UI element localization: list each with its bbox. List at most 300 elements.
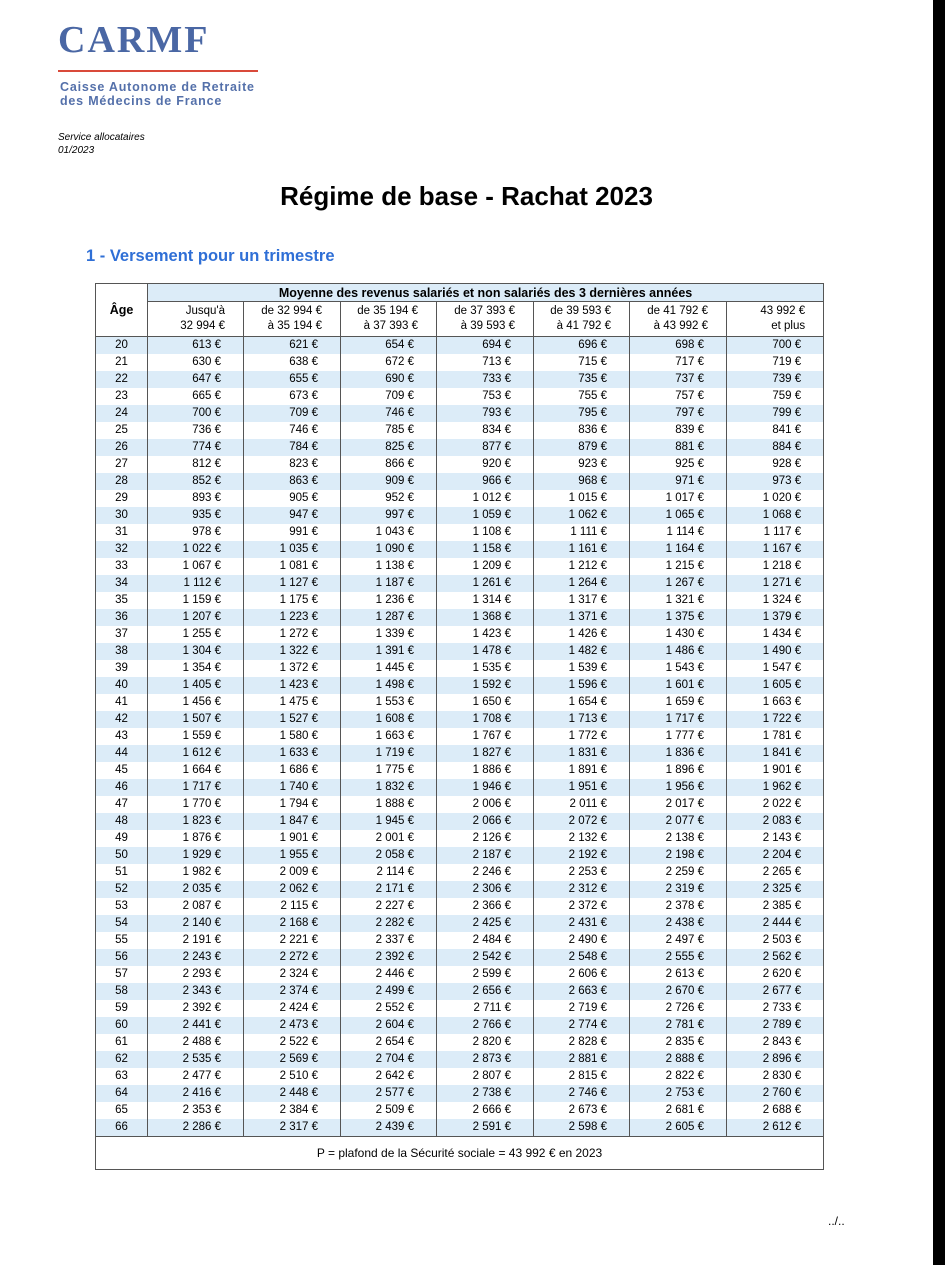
column-header-line: et plus [771,320,806,332]
amount-cell: 1 114 € [630,524,727,541]
amount-cell: 1 664 € [148,762,244,779]
amount-cell: 1 841 € [727,745,824,762]
table-row [96,1034,824,1051]
amount-cell: 1 354 € [148,660,244,677]
amount-cell: 1 955 € [244,847,341,864]
amount-cell: 2 171 € [341,881,437,898]
table-row [96,507,824,524]
table-row [96,711,824,728]
age-cell: 28 [96,473,148,490]
amount-cell: 2 446 € [341,966,437,983]
age-cell: 29 [96,490,148,507]
amount-cell: 2 374 € [244,983,341,1000]
amount-cell: 2 140 € [148,915,244,932]
column-header-line: à 35 194 € [267,320,322,332]
column-header-line: à 39 593 € [460,320,515,332]
amount-cell: 2 227 € [341,898,437,915]
amount-cell: 690 € [341,371,437,388]
amount-cell: 1 067 € [148,558,244,575]
amount-cell: 797 € [630,405,727,422]
amount-cell: 2 733 € [727,1000,824,1017]
amount-cell: 1 482 € [534,643,630,660]
column-header-line: de 39 593 € [550,305,611,317]
amount-cell: 2 384 € [244,1102,341,1119]
amount-cell: 1 945 € [341,813,437,830]
amount-cell: 2 022 € [727,796,824,813]
age-cell: 26 [96,439,148,456]
amount-cell: 1 823 € [148,813,244,830]
column-header-line: à 41 792 € [556,320,611,332]
section-heading: 1 - Versement pour un trimestre [86,247,335,265]
amount-cell: 1 794 € [244,796,341,813]
amount-cell: 2 548 € [534,949,630,966]
amount-cell: 2 542 € [437,949,534,966]
amount-cell: 1 017 € [630,490,727,507]
age-cell: 27 [96,456,148,473]
service-info [58,131,145,157]
carmf-logo [58,14,268,108]
amount-cell: 1 772 € [534,728,630,745]
amount-cell: 2 077 € [630,813,727,830]
amount-cell: 2 612 € [727,1119,824,1137]
table-row [96,728,824,745]
amount-cell: 1 068 € [727,507,824,524]
amount-cell: 2 873 € [437,1051,534,1068]
table-row [96,796,824,813]
amount-cell: 2 753 € [630,1085,727,1102]
amount-cell: 1 717 € [148,779,244,796]
amount-cell: 1 209 € [437,558,534,575]
page-edge [933,0,945,1265]
age-cell: 48 [96,813,148,830]
amount-cell: 2 642 € [341,1068,437,1085]
amount-cell: 1 876 € [148,830,244,847]
amount-cell: 2 072 € [534,813,630,830]
amount-cell: 757 € [630,388,727,405]
age-cell: 51 [96,864,148,881]
amount-cell: 1 740 € [244,779,341,796]
amount-cell: 2 293 € [148,966,244,983]
amount-cell: 1 020 € [727,490,824,507]
column-header-line: à 43 992 € [653,320,708,332]
amount-cell: 2 312 € [534,881,630,898]
amount-cell: 2 253 € [534,864,630,881]
amount-cell: 2 896 € [727,1051,824,1068]
amount-cell: 2 473 € [244,1017,341,1034]
amount-cell: 1 304 € [148,643,244,660]
age-cell: 55 [96,932,148,949]
age-cell: 32 [96,541,148,558]
table-row [96,456,824,473]
column-header [437,302,534,337]
amount-cell: 1 167 € [727,541,824,558]
amount-cell: 2 306 € [437,881,534,898]
amount-cell: 812 € [148,456,244,473]
table-row [96,830,824,847]
amount-cell: 2 009 € [244,864,341,881]
amount-cell: 2 881 € [534,1051,630,1068]
amount-cell: 799 € [727,405,824,422]
amount-cell: 737 € [630,371,727,388]
table-row [96,541,824,558]
amount-cell: 1 272 € [244,626,341,643]
amount-cell: 1 827 € [437,745,534,762]
amount-cell: 1 580 € [244,728,341,745]
amount-cell: 2 688 € [727,1102,824,1119]
amount-cell: 709 € [341,388,437,405]
amount-cell: 1 929 € [148,847,244,864]
amount-cell: 2 441 € [148,1017,244,1034]
amount-cell: 1 962 € [727,779,824,796]
table-row [96,694,824,711]
amount-cell: 621 € [244,337,341,355]
amount-cell: 2 083 € [727,813,824,830]
amount-cell: 893 € [148,490,244,507]
amount-cell: 1 062 € [534,507,630,524]
amount-cell: 1 043 € [341,524,437,541]
amount-cell: 2 606 € [534,966,630,983]
table-row [96,915,824,932]
amount-cell: 2 888 € [630,1051,727,1068]
amount-cell: 1 831 € [534,745,630,762]
amount-cell: 785 € [341,422,437,439]
amount-cell: 928 € [727,456,824,473]
amount-cell: 2 444 € [727,915,824,932]
table-row [96,762,824,779]
table-row [96,643,824,660]
age-cell: 44 [96,745,148,762]
amount-cell: 905 € [244,490,341,507]
amount-cell: 2 820 € [437,1034,534,1051]
column-header-line: à 37 393 € [363,320,418,332]
amount-cell: 1 559 € [148,728,244,745]
amount-cell: 2 366 € [437,898,534,915]
amount-cell: 1 127 € [244,575,341,592]
amount-cell: 759 € [727,388,824,405]
amount-cell: 1 654 € [534,694,630,711]
amount-cell: 1 371 € [534,609,630,626]
amount-cell: 1 322 € [244,643,341,660]
amount-cell: 2 319 € [630,881,727,898]
amount-cell: 2 132 € [534,830,630,847]
age-cell: 24 [96,405,148,422]
amount-cell: 1 423 € [437,626,534,643]
amount-cell: 1 372 € [244,660,341,677]
amount-cell: 1 314 € [437,592,534,609]
column-header [630,302,727,337]
amount-cell: 2 392 € [148,1000,244,1017]
amount-cell: 2 711 € [437,1000,534,1017]
age-cell: 33 [96,558,148,575]
amount-cell: 1 498 € [341,677,437,694]
amount-cell: 2 246 € [437,864,534,881]
amount-cell: 2 282 € [341,915,437,932]
amount-cell: 2 001 € [341,830,437,847]
amount-cell: 2 522 € [244,1034,341,1051]
amount-cell: 2 484 € [437,932,534,949]
amount-cell: 2 243 € [148,949,244,966]
amount-cell: 2 781 € [630,1017,727,1034]
amount-cell: 2 286 € [148,1119,244,1137]
table-row [96,558,824,575]
amount-cell: 709 € [244,405,341,422]
amount-cell: 2 087 € [148,898,244,915]
amount-cell: 997 € [341,507,437,524]
amount-cell: 2 499 € [341,983,437,1000]
column-header [148,302,244,337]
amount-cell: 736 € [148,422,244,439]
amount-cell: 2 704 € [341,1051,437,1068]
amount-cell: 2 789 € [727,1017,824,1034]
amount-cell: 2 774 € [534,1017,630,1034]
amount-cell: 2 591 € [437,1119,534,1137]
amount-cell: 1 445 € [341,660,437,677]
amount-cell: 1 663 € [727,694,824,711]
table-row [96,779,824,796]
age-cell: 65 [96,1102,148,1119]
amount-cell: 774 € [148,439,244,456]
amount-cell: 1 287 € [341,609,437,626]
rachat-table [95,283,823,1170]
table-row [96,524,824,541]
amount-cell: 877 € [437,439,534,456]
service-name: Service allocataires [58,132,145,143]
age-cell: 23 [96,388,148,405]
amount-cell: 2 221 € [244,932,341,949]
amount-cell: 952 € [341,490,437,507]
amount-cell: 2 385 € [727,898,824,915]
table-row [96,1085,824,1102]
table-row [96,966,824,983]
amount-cell: 1 527 € [244,711,341,728]
table-row [96,898,824,915]
column-header [727,302,824,337]
amount-cell: 1 430 € [630,626,727,643]
amount-cell: 655 € [244,371,341,388]
amount-cell: 1 339 € [341,626,437,643]
amount-cell: 1 324 € [727,592,824,609]
amount-cell: 2 168 € [244,915,341,932]
amount-cell: 841 € [727,422,824,439]
table-row [96,1000,824,1017]
table-row [96,337,824,355]
service-date: 01/2023 [58,145,95,156]
amount-cell: 2 599 € [437,966,534,983]
amount-cell: 1 159 € [148,592,244,609]
amount-cell: 1 391 € [341,643,437,660]
table-row [96,932,824,949]
amount-cell: 2 378 € [630,898,727,915]
table-row [96,626,824,643]
amount-cell: 1 719 € [341,745,437,762]
amount-cell: 2 663 € [534,983,630,1000]
amount-cell: 1 264 € [534,575,630,592]
age-cell: 21 [96,354,148,371]
amount-cell: 2 062 € [244,881,341,898]
table-row [96,422,824,439]
amount-cell: 2 656 € [437,983,534,1000]
amount-cell: 613 € [148,337,244,355]
amount-cell: 971 € [630,473,727,490]
amount-cell: 1 035 € [244,541,341,558]
column-header-line: de 32 994 € [261,305,322,317]
amount-cell: 1 486 € [630,643,727,660]
amount-cell: 2 058 € [341,847,437,864]
table-row [96,949,824,966]
amount-cell: 2 604 € [341,1017,437,1034]
age-header: Âge [96,284,148,337]
amount-cell: 1 111 € [534,524,630,541]
amount-cell: 823 € [244,456,341,473]
table-row [96,881,824,898]
income-group-header: Moyenne des revenus salariés et non salariés des 3 dernières années [148,284,824,302]
age-cell: 20 [96,337,148,355]
amount-cell: 2 337 € [341,932,437,949]
amount-cell: 1 138 € [341,558,437,575]
amount-cell: 1 236 € [341,592,437,609]
table-row [96,371,824,388]
amount-cell: 966 € [437,473,534,490]
age-cell: 45 [96,762,148,779]
amount-cell: 2 431 € [534,915,630,932]
amount-cell: 863 € [244,473,341,490]
amount-cell: 700 € [727,337,824,355]
amount-cell: 1 158 € [437,541,534,558]
amount-cell: 1 090 € [341,541,437,558]
amount-cell: 1 081 € [244,558,341,575]
amount-cell: 2 719 € [534,1000,630,1017]
amount-cell: 2 448 € [244,1085,341,1102]
amount-cell: 2 509 € [341,1102,437,1119]
table-row [96,592,824,609]
age-cell: 39 [96,660,148,677]
amount-cell: 2 605 € [630,1119,727,1137]
age-cell: 42 [96,711,148,728]
amount-cell: 1 891 € [534,762,630,779]
table-footnote: P = plafond de la Sécurité sociale = 43 992 € en 2023 [96,1137,824,1170]
amount-cell: 1 901 € [244,830,341,847]
column-header-line: 32 994 € [180,320,225,332]
column-header [534,302,630,337]
age-cell: 52 [96,881,148,898]
column-header [341,302,437,337]
amount-cell: 2 198 € [630,847,727,864]
amount-cell: 909 € [341,473,437,490]
amount-cell: 1 781 € [727,728,824,745]
amount-cell: 2 490 € [534,932,630,949]
amount-cell: 2 562 € [727,949,824,966]
amount-cell: 1 592 € [437,677,534,694]
amount-cell: 1 187 € [341,575,437,592]
amount-cell: 2 620 € [727,966,824,983]
amount-cell: 1 717 € [630,711,727,728]
column-header-line: de 35 194 € [357,305,418,317]
amount-cell: 1 659 € [630,694,727,711]
age-cell: 46 [96,779,148,796]
column-header-line: de 37 393 € [454,305,515,317]
amount-cell: 2 017 € [630,796,727,813]
table-row [96,609,824,626]
amount-cell: 2 066 € [437,813,534,830]
amount-cell: 2 325 € [727,881,824,898]
amount-cell: 1 317 € [534,592,630,609]
amount-cell: 2 726 € [630,1000,727,1017]
amount-cell: 1 896 € [630,762,727,779]
amount-cell: 1 535 € [437,660,534,677]
amount-cell: 2 439 € [341,1119,437,1137]
age-cell: 36 [96,609,148,626]
age-cell: 53 [96,898,148,915]
age-cell: 34 [96,575,148,592]
amount-cell: 793 € [437,405,534,422]
table-row [96,1119,824,1137]
amount-cell: 1 775 € [341,762,437,779]
amount-cell: 1 207 € [148,609,244,626]
amount-cell: 2 204 € [727,847,824,864]
amount-cell: 1 713 € [534,711,630,728]
table-row [96,490,824,507]
amount-cell: 1 108 € [437,524,534,541]
table-row [96,813,824,830]
amount-cell: 1 426 € [534,626,630,643]
amount-cell: 2 372 € [534,898,630,915]
table-row [96,677,824,694]
table-row [96,1051,824,1068]
amount-cell: 1 375 € [630,609,727,626]
amount-cell: 746 € [244,422,341,439]
amount-cell: 1 539 € [534,660,630,677]
age-cell: 57 [96,966,148,983]
amount-cell: 2 673 € [534,1102,630,1119]
amount-cell: 1 608 € [341,711,437,728]
amount-cell: 2 343 € [148,983,244,1000]
amount-cell: 1 767 € [437,728,534,745]
age-cell: 62 [96,1051,148,1068]
amount-cell: 1 836 € [630,745,727,762]
amount-cell: 2 613 € [630,966,727,983]
amount-cell: 2 666 € [437,1102,534,1119]
amount-cell: 1 601 € [630,677,727,694]
amount-cell: 1 886 € [437,762,534,779]
age-cell: 22 [96,371,148,388]
amount-cell: 696 € [534,337,630,355]
amount-cell: 2 815 € [534,1068,630,1085]
amount-cell: 1 478 € [437,643,534,660]
amount-cell: 753 € [437,388,534,405]
amount-cell: 1 267 € [630,575,727,592]
amount-cell: 2 006 € [437,796,534,813]
amount-cell: 1 423 € [244,677,341,694]
table-row [96,745,824,762]
logo-subtitle-2: des Médecins de France [60,94,223,108]
age-cell: 37 [96,626,148,643]
amount-cell: 1 175 € [244,592,341,609]
amount-cell: 1 633 € [244,745,341,762]
age-cell: 60 [96,1017,148,1034]
amount-cell: 2 259 € [630,864,727,881]
amount-cell: 1 012 € [437,490,534,507]
amount-cell: 784 € [244,439,341,456]
amount-cell: 1 368 € [437,609,534,626]
age-cell: 63 [96,1068,148,1085]
amount-cell: 1 663 € [341,728,437,745]
amount-cell: 1 708 € [437,711,534,728]
amount-cell: 920 € [437,456,534,473]
amount-cell: 2 187 € [437,847,534,864]
amount-cell: 2 115 € [244,898,341,915]
age-cell: 64 [96,1085,148,1102]
amount-cell: 1 553 € [341,694,437,711]
